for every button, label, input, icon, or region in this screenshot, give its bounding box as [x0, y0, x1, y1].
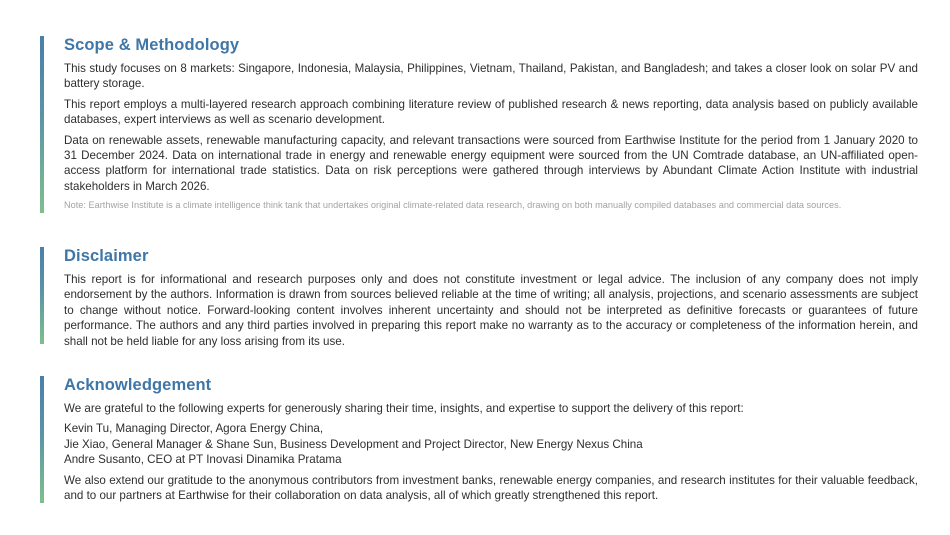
disclaimer-paragraph: This report is for informational and research purposes only and does not constitute investment or legal advice. The inclusion of any company does not imply endorsement by the authors. Information is drawn from sources believed reliable at the time of writing; all analysis, projections, and scenario assessments are subject to change without notice. Forward-looking content involves inherent uncertainty and should not be interpreted as definitive forecasts or guarantees of future performance. The authors and any third parties involved in preparing this report make no warranty as to the accuracy or completeness of the information herein, and shall not be held liable for any loss arising from its use.	[64, 273, 918, 348]
scope-paragraph-approach: This report employs a multi-layered research approach combining literature review of published research & news reporting, data analysis based on publicly available databases, expert interviews as well as scenario development.	[64, 97, 918, 127]
acknowledgement-closing: We also extend our gratitude to the anonymous contributors from investment banks, renewable energy companies, and research institutes for their valuable feedback, and to our partners at Earthwise for their collaboration on data analysis, all of which greatly strengthened this report.	[64, 473, 918, 503]
acknowledgement-section	[40, 376, 918, 503]
expert-name: Kevin Tu, Managing Director, Agora Energy China,	[64, 422, 324, 436]
section-accent-bar	[40, 36, 44, 213]
scope-heading: Scope & Methodology	[64, 36, 240, 54]
section-accent-bar	[40, 376, 44, 503]
expert-name: Andre Susanto, CEO at PT Inovasi Dinamika Pratama	[64, 453, 342, 467]
disclaimer-section	[40, 247, 918, 348]
scope-note: Note: Earthwise Institute is a climate intelligence think tank that undertakes original climate-related data research, drawing on both manually compiled databases and commercial data sources.	[64, 200, 842, 211]
acknowledgement-intro: We are grateful to the following experts for generously sharing their time, insights, and expertise to support the delivery of this report:	[64, 402, 744, 415]
expert-name: Jie Xiao, General Manager & Shane Sun, Business Development and Project Director, New Energy Nexus China	[64, 437, 643, 451]
acknowledgement-heading: Acknowledgement	[64, 376, 212, 394]
expert-list	[64, 421, 918, 467]
scope-paragraph-markets: This study focuses on 8 markets: Singapore, Indonesia, Malaysia, Philippines, Vietnam, Thailand, Pakistan, and Bangladesh; and takes a closer look on solar PV and battery storage.	[64, 62, 918, 91]
section-accent-bar	[40, 247, 44, 344]
disclaimer-heading: Disclaimer	[64, 247, 149, 265]
scope-methodology-section	[40, 36, 918, 213]
scope-paragraph-data-sources: Data on renewable assets, renewable manufacturing capacity, and relevant transactions were sourced from Earthwise Institute for the period from 1 January 2020 to 31 December 2024. Data on international trade in energy and renewable energy equipment were sourced from the UN Comtrade database, an UN-affiliated open-access platform for international trade statistics. Data on risk perceptions were gathered through interviews by Abundant Climate Action Institute with industrial stakeholders in March 2026.	[64, 133, 918, 193]
